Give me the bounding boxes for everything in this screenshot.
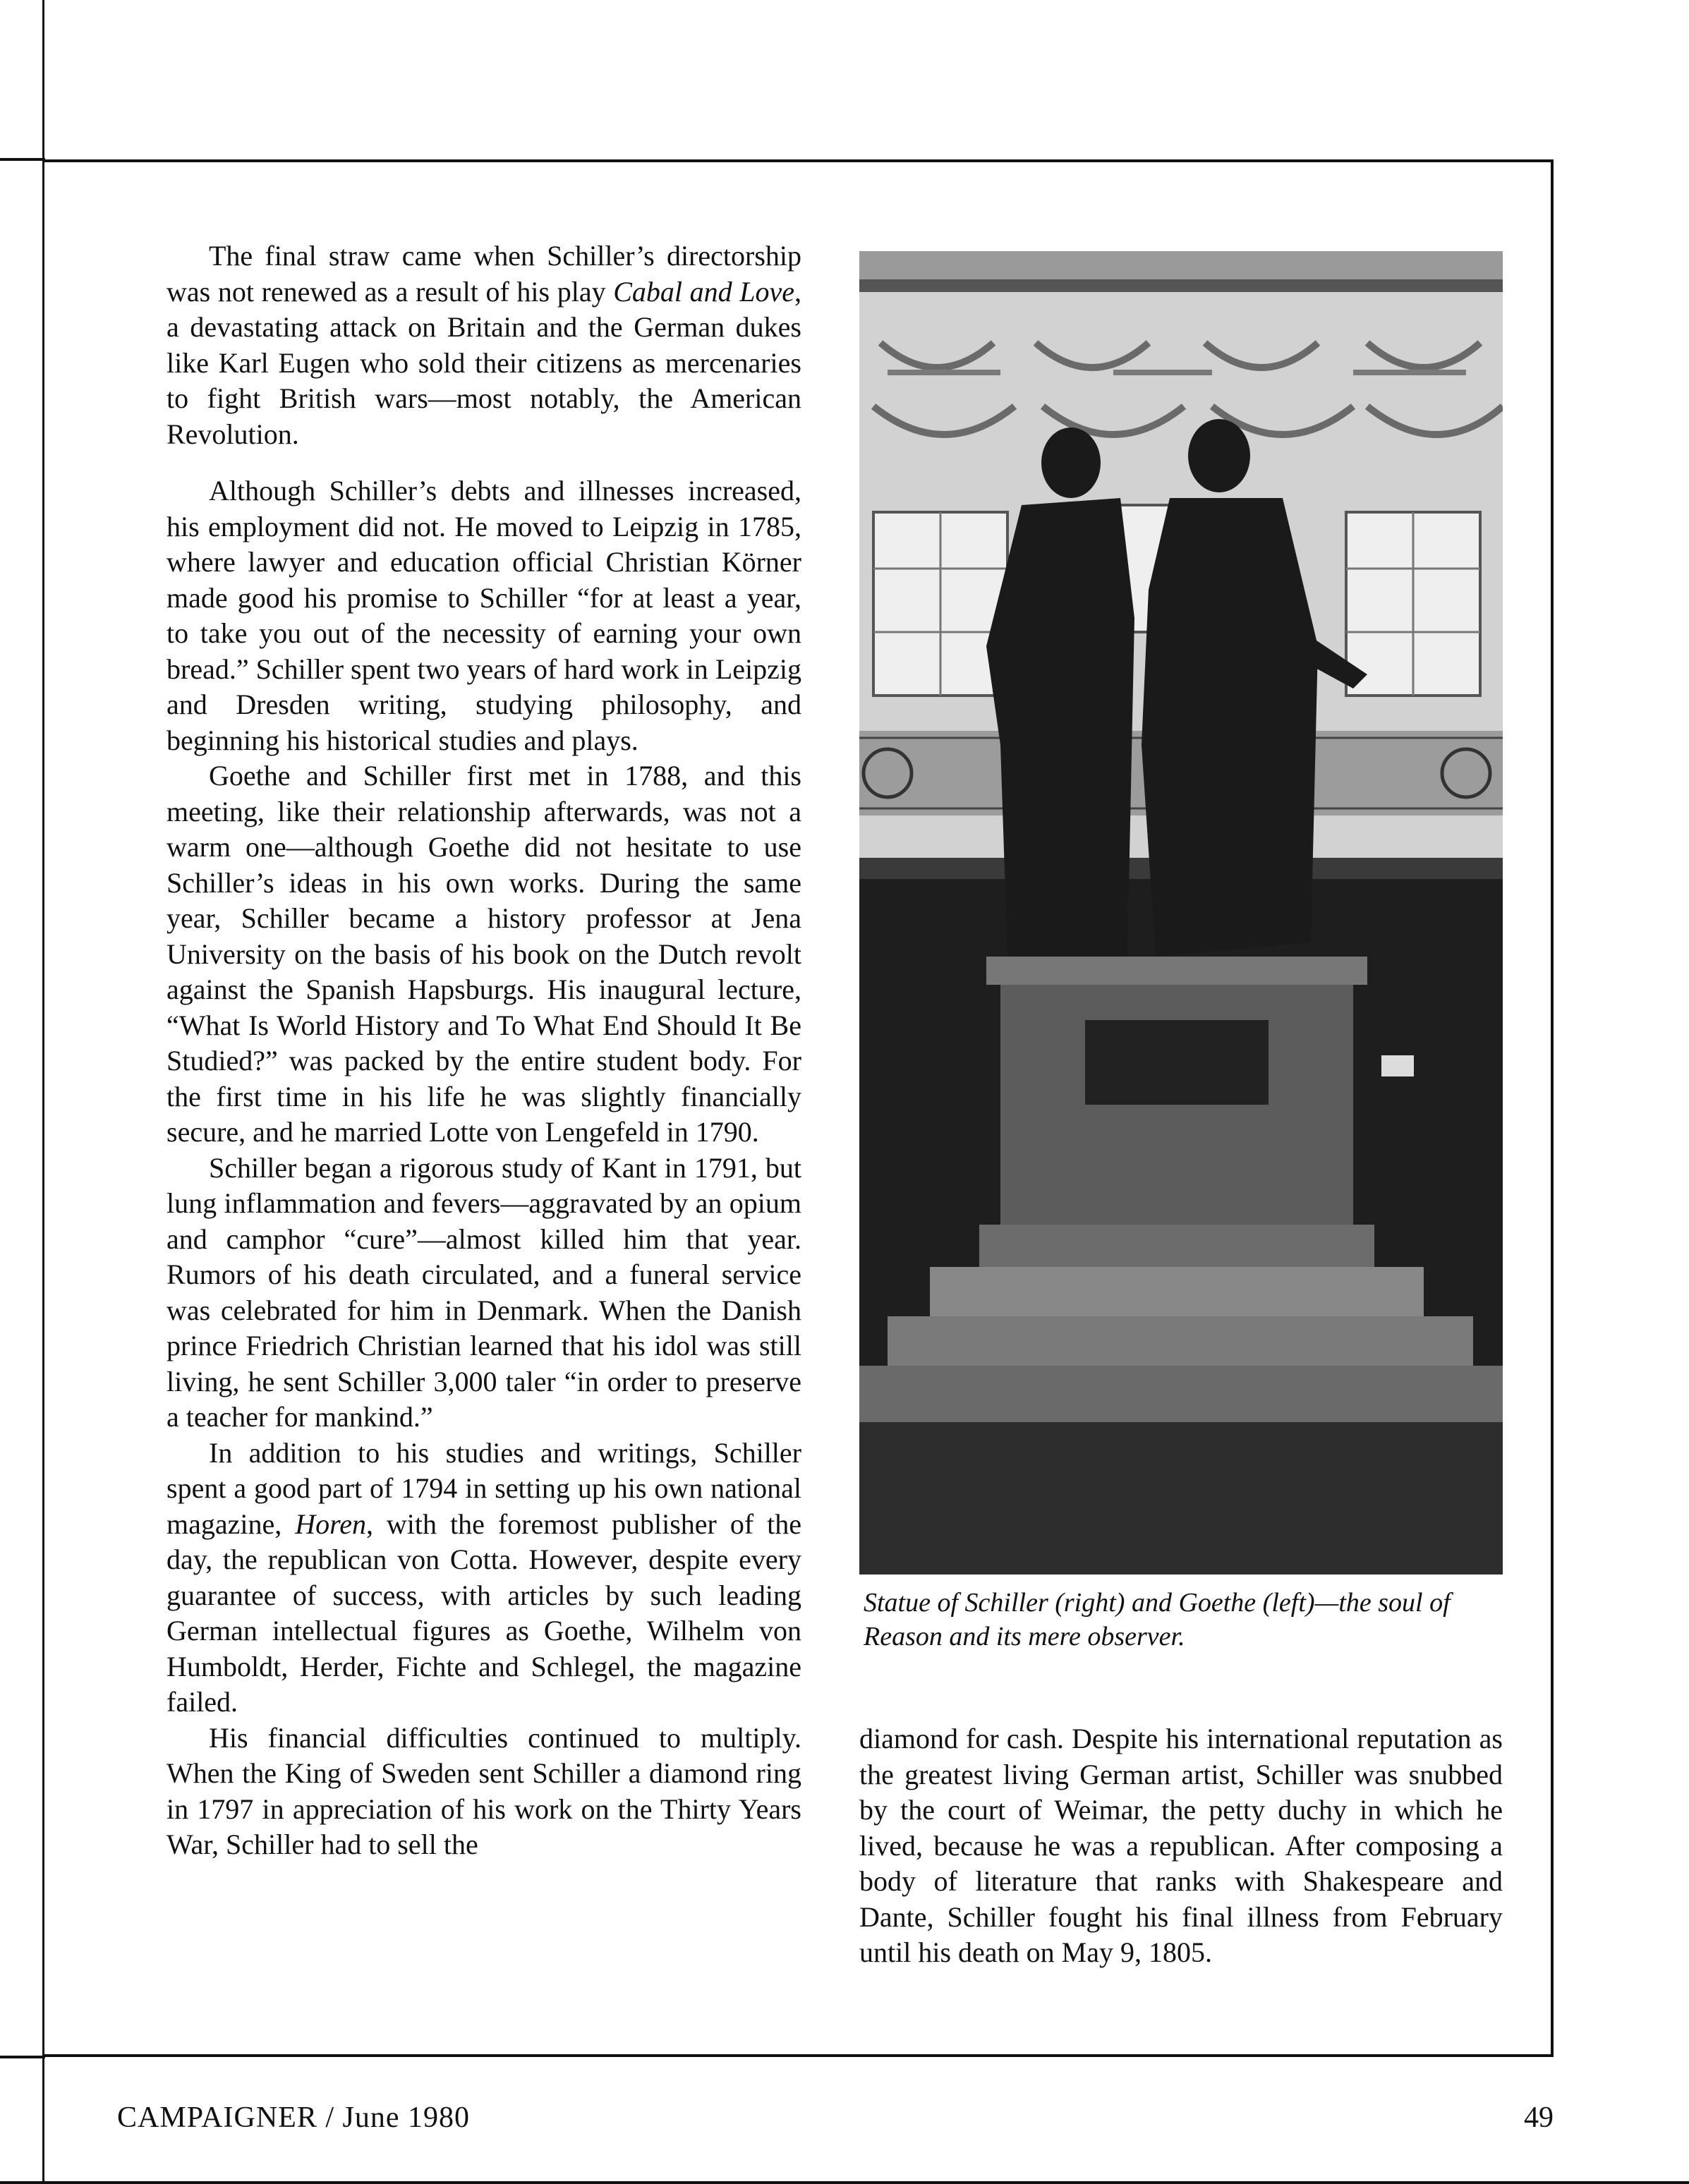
paragraph: [167, 1721, 801, 1863]
text-segment: Goethe and Schiller first met in 1788, and this meeting, like their relationship afterwards, was not a warm one—although Goethe did not hesitate to use Schiller’s ideas in his own works. During the same year, Schiller became a history professor at Jena University on the basis of his book on the Dutch revolt against the Spanish Hapsburgs. His inaugural lecture, “What Is World History and To What End Should It Be Studied?” was packed by the entire student body. For the first time in his life he was slightly financially secure, and he married Lotte von Lengefeld in 1790.: [167, 760, 801, 1148]
page-number: 49: [1524, 2101, 1554, 2134]
text-segment: Schiller began a rigorous study of Kant in 1791, but lung inflammation and fevers—aggravated by an opium and camphor “cure”—almost killed him that year. Rumors of his death circulated, and a funeral service was celebrated for him in Denmark. When the Danish prince Friedrich Christian learned that his idol was still living, he sent Schiller 3,000 taler “in order to preserve a teacher for mankind.”: [167, 1151, 801, 1433]
paragraph-right: diamond for cash. Despite his international reputation as the greatest living German artist, Schiller was snubbed by the court of Weimar, the petty duchy in which he lived, because he was a republican. After composing a body of literature that ranks with Shakespeare and Dante, Schiller fought his final illness from February until his death on May 9, 1805.: [859, 1723, 1503, 1968]
text-segment: , a devastating attack on Britain and the German dukes like Karl Eugen who sold their citizens as mercenaries to fight British wars—most notably, the American Revolution.: [167, 275, 801, 450]
paragraph: [167, 473, 801, 758]
figure-caption: Statue of Schiller (right) and Goethe (left)—the soul of Reason and its mere observer.: [864, 1588, 1451, 1651]
text-segment: His financial difficulties continued to multiply. When the King of Sweden sent Schiller a diamond ring in 1797 in appreciation of his work on the Thirty Years War, Schiller had to sell the: [167, 1721, 801, 1860]
publication-footer: CAMPAIGNER / June 1980: [117, 2101, 470, 2134]
top-crop-rule: [0, 158, 45, 161]
footer-bottom-rule: [0, 2181, 1689, 2184]
article-left-column: [167, 238, 801, 1863]
paragraph: [167, 1151, 801, 1436]
italic-title: Horen: [295, 1507, 366, 1540]
paragraph: [167, 758, 801, 1151]
article-right-column: [859, 1721, 1503, 1971]
paragraph: [167, 1436, 801, 1721]
text-segment: In addition to his studies and writings, Schiller spent a good part of 1794 in setting up his own national magazine,: [167, 1436, 801, 1540]
statue-photo: [859, 251, 1503, 1575]
italic-title: Cabal and Love: [613, 275, 794, 308]
text-segment: Although Schiller’s debts and illnesses increased, his employment did not. He moved to Leipzig in 1785, where lawyer and education official Christian Körner made good his promise to Schiller “for at least a year, to take you out of the necessity of earning your own bread.” Schiller spent two years of hard work in Leipzig and Dresden writing, studying philosophy, and beginning his historical studies and plays.: [167, 475, 801, 756]
text-segment: , with the foremost publisher of the day, the republican von Cotta. However, despite every guarantee of success, with articles by such leading German intellectual figures as Goethe, Wilhelm von Humboldt, Herder, Fichte and Schlegel, the magazine failed.: [167, 1507, 801, 1718]
text-segment: The final straw came when Schiller’s directorship was not renewed as a result of his play: [167, 240, 801, 308]
bottom-crop-rule: [0, 2056, 45, 2058]
paragraph: [167, 238, 801, 452]
